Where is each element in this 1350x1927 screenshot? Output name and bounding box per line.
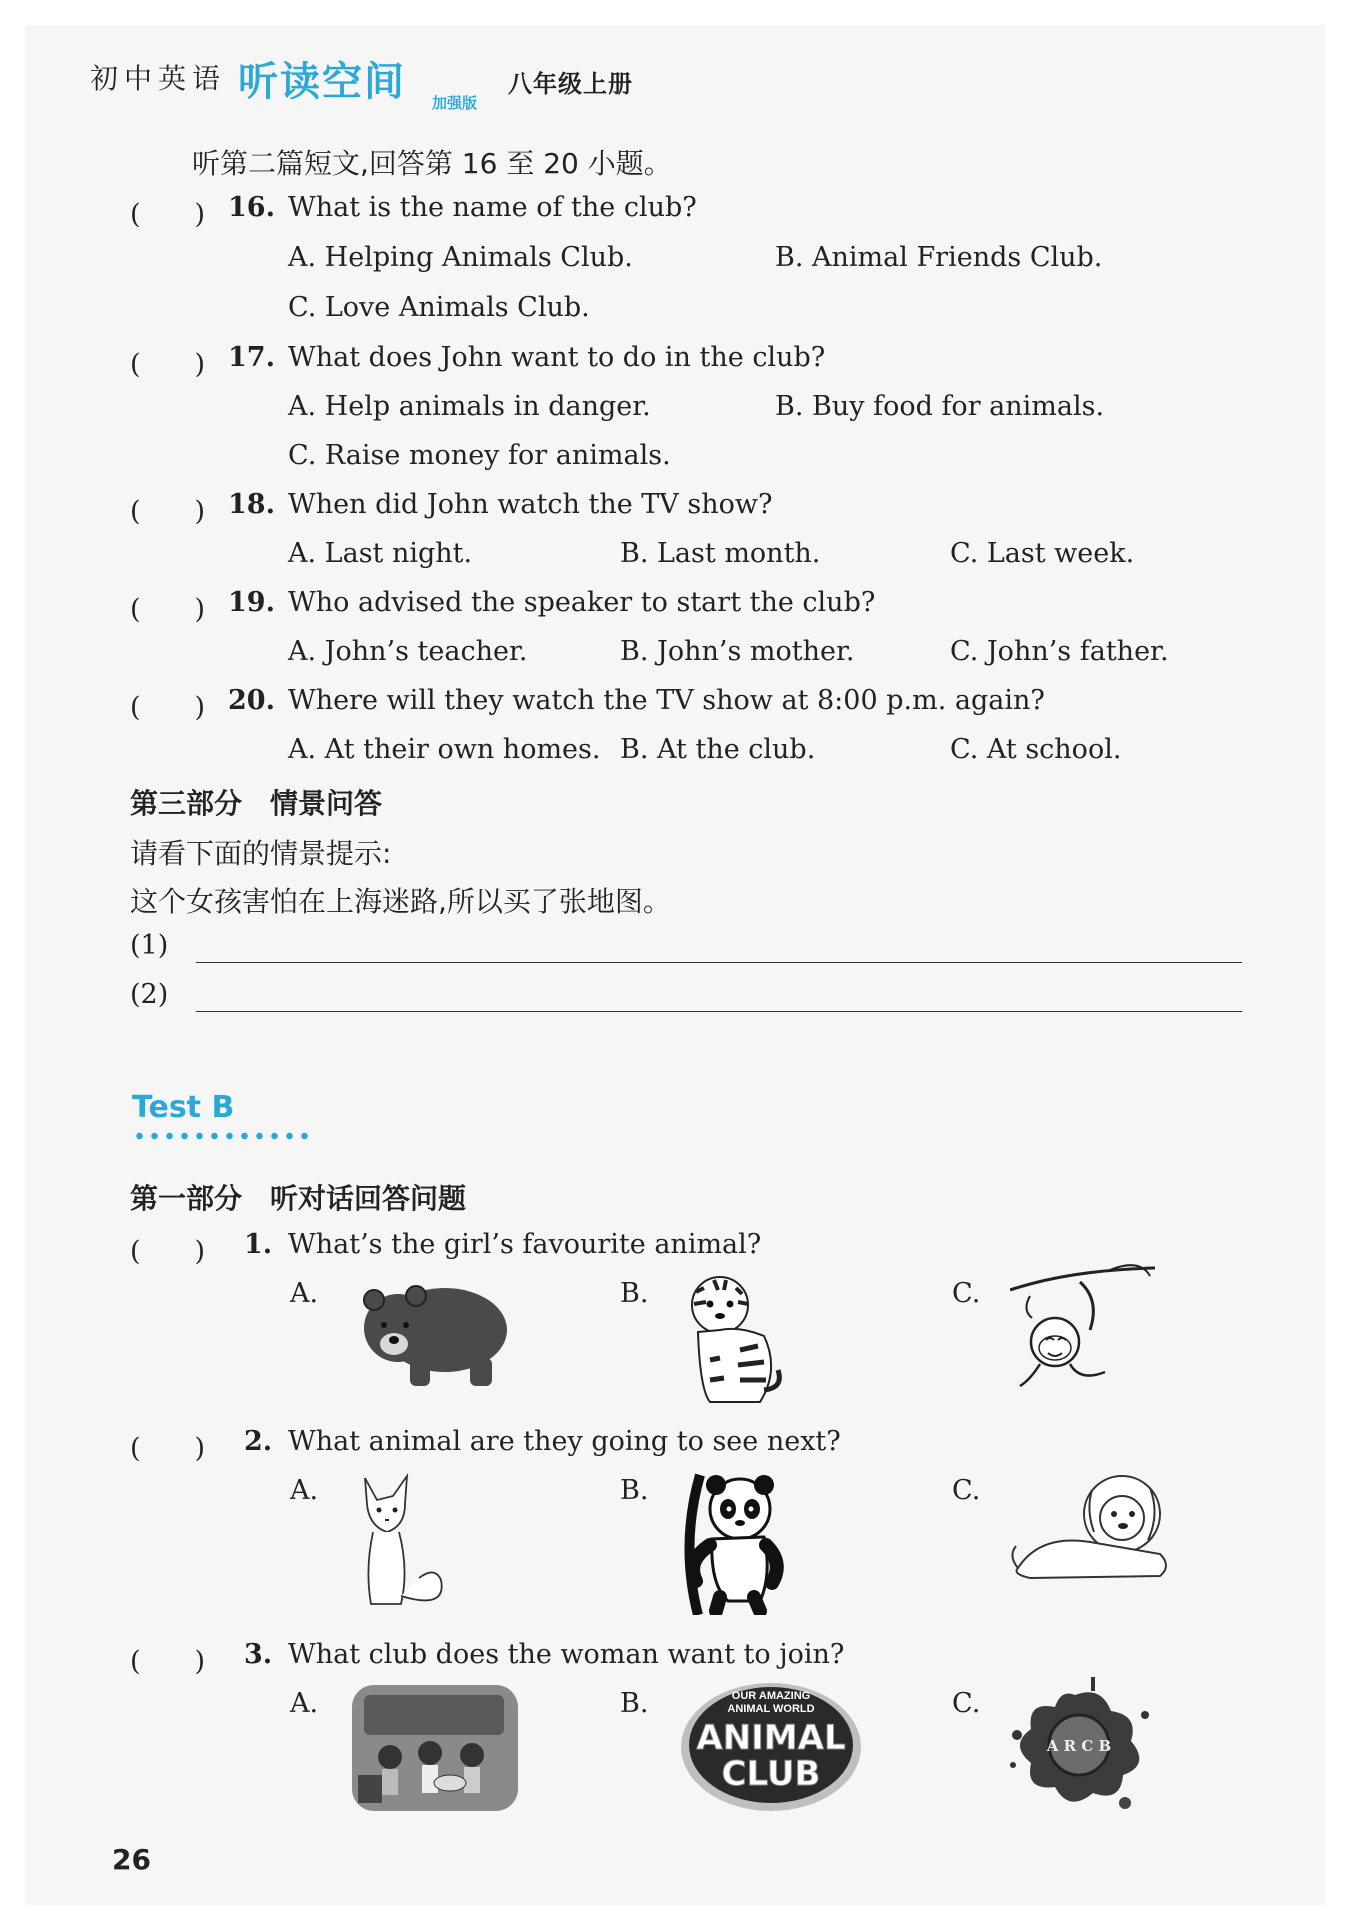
option-c: C. Last week. — [950, 538, 1135, 569]
page-background — [25, 25, 1325, 1905]
option-a: A. John’s teacher. — [288, 636, 528, 667]
option-b: B. Buy food for animals. — [775, 391, 1105, 422]
part3-scenario: 这个女孩害怕在上海迷路,所以买了张地图。 — [130, 885, 671, 918]
answer-paren[interactable]: ( ) — [130, 1236, 206, 1267]
answer-paren[interactable]: ( ) — [130, 692, 206, 723]
answer-paren[interactable]: ( ) — [130, 496, 206, 527]
question-number: 20. — [228, 685, 275, 716]
answer-paren[interactable]: ( ) — [130, 1433, 206, 1464]
question-text: When did John watch the TV show? — [288, 489, 773, 520]
option-b-label: B. — [620, 1475, 649, 1506]
answer-paren[interactable]: ( ) — [130, 349, 206, 380]
art-letters: A R C B — [1046, 1737, 1112, 1755]
blank-label-2: (2) — [130, 979, 169, 1010]
option-a: A. At their own homes. — [288, 734, 601, 765]
question-number: 1. — [244, 1229, 273, 1260]
option-a: A. Helping Animals Club. — [288, 242, 633, 273]
option-c: C. Raise money for animals. — [288, 440, 671, 471]
question-number: 18. — [228, 489, 275, 520]
answer-paren[interactable]: ( ) — [130, 1646, 206, 1677]
option-c: C. Love Animals Club. — [288, 292, 590, 323]
option-b: B. John’s mother. — [620, 636, 855, 667]
series-title: 初中英语 — [90, 62, 227, 95]
lion-icon[interactable] — [1010, 1470, 1180, 1590]
logo-top-text: OUR AMAZING — [731, 1690, 811, 1702]
question-text: What’s the girl’s favourite animal? — [288, 1229, 762, 1260]
part3-title: 第三部分 情景问答 — [130, 787, 383, 820]
answer-line-2[interactable] — [196, 1011, 1242, 1012]
bear-icon[interactable] — [350, 1270, 510, 1390]
question-number: 16. — [228, 192, 275, 223]
monkey-icon[interactable] — [1010, 1260, 1160, 1400]
question-text: Who advised the speaker to start the club? — [288, 587, 876, 618]
question-number: 2. — [244, 1426, 273, 1457]
question-text: What club does the woman want to join? — [288, 1639, 845, 1670]
option-c: C. John’s father. — [950, 636, 1169, 667]
panda-icon[interactable] — [680, 1465, 790, 1615]
page-number: 26 — [112, 1843, 151, 1876]
option-a-label: A. — [290, 1688, 319, 1719]
option-a-label: A. — [290, 1278, 319, 1309]
option-b-label: B. — [620, 1278, 649, 1309]
question-number: 19. — [228, 587, 275, 618]
option-b: B. Last month. — [620, 538, 821, 569]
music-club-icon[interactable] — [350, 1683, 520, 1813]
tiger-cub-icon[interactable] — [680, 1270, 790, 1410]
option-b-label: B. — [620, 1688, 649, 1719]
option-c: C. At school. — [950, 734, 1122, 765]
title-dots-divider — [132, 1132, 312, 1140]
animal-club-logo[interactable] — [678, 1675, 864, 1815]
blank-label-1: (1) — [130, 930, 169, 961]
answer-line-1[interactable] — [196, 962, 1242, 963]
option-b: B. Animal Friends Club. — [775, 242, 1103, 273]
answer-paren[interactable]: ( ) — [130, 594, 206, 625]
part3-prompt: 请看下面的情景提示: — [130, 837, 392, 870]
fox-icon[interactable] — [355, 1470, 455, 1620]
logo-mid-text: ANIMAL WORLD — [727, 1703, 815, 1715]
art-club-icon[interactable] — [1005, 1675, 1155, 1815]
option-b: B. At the club. — [620, 734, 816, 765]
option-a: A. Help animals in danger. — [288, 391, 651, 422]
part2-instruction: 听第二篇短文,回答第 16 至 20 小题。 — [192, 147, 672, 180]
test-b-title: Test B — [132, 1090, 235, 1125]
question-text: What animal are they going to see next? — [288, 1426, 841, 1457]
option-c-label: C. — [952, 1475, 981, 1506]
option-c-label: C. — [952, 1688, 981, 1719]
option-c-label: C. — [952, 1278, 981, 1309]
question-text: What is the name of the club? — [288, 192, 697, 223]
test-b-part1-title: 第一部分 听对话回答问题 — [130, 1182, 467, 1215]
option-a: A. Last night. — [288, 538, 473, 569]
logo-line1-text: ANIMAL — [696, 1718, 846, 1758]
brand-subtitle: 加强版 — [432, 94, 478, 112]
logo-line2-text: CLUB — [721, 1754, 821, 1794]
question-text: What does John want to do in the club? — [288, 342, 826, 373]
question-number: 17. — [228, 342, 275, 373]
answer-paren[interactable]: ( ) — [130, 199, 206, 230]
question-number: 3. — [244, 1639, 273, 1670]
option-a-label: A. — [290, 1475, 319, 1506]
grade-label: 八年级上册 — [508, 70, 633, 98]
brand-logo: 听读空间 — [238, 59, 406, 105]
question-text: Where will they watch the TV show at 8:00 p.m. again? — [288, 685, 1045, 716]
